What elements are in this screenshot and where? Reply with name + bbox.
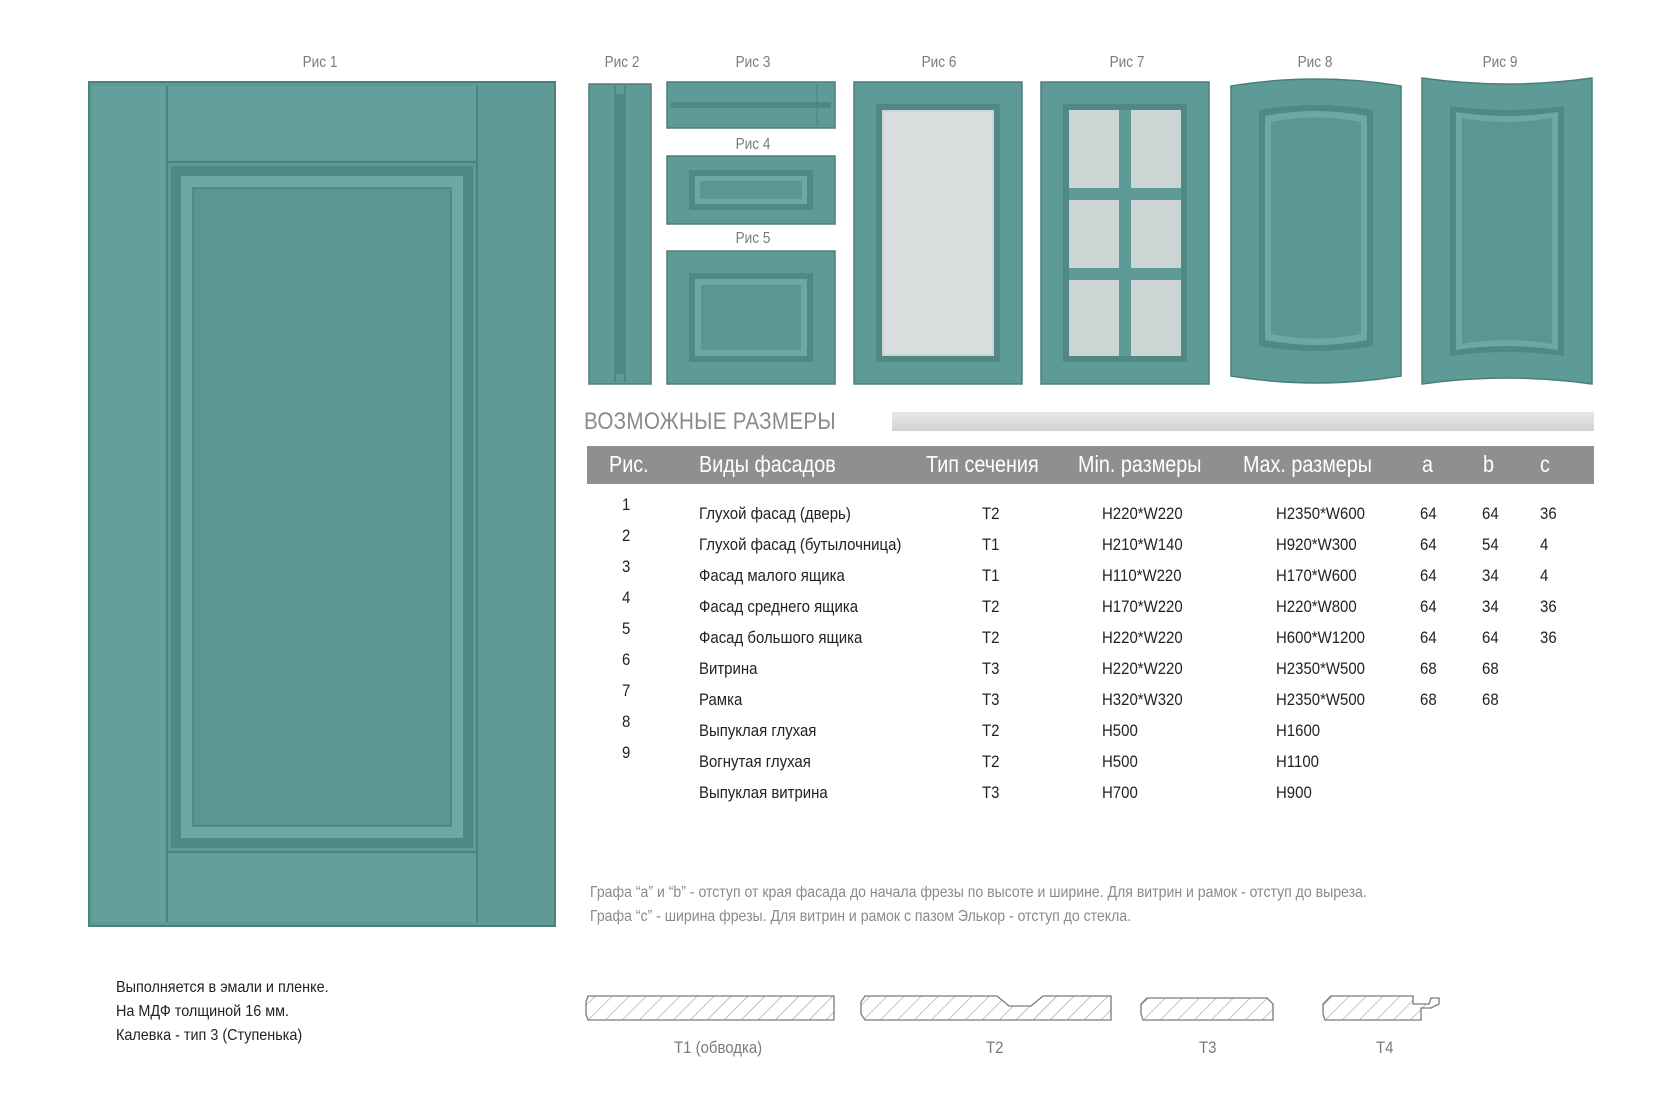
cell-a: 64 bbox=[1420, 597, 1437, 616]
note-c: Графа “c” - ширина фрезы. Для витрин и рамок с пазом Элькор - отступ до стекла. bbox=[590, 908, 1132, 925]
fig2-label: Рис 2 bbox=[604, 54, 640, 71]
note-ab: Графа “a” и “b” - отступ от края фасада до начала фрезы по высоте и ширине. Для витрин и рамок - отступ до выреза. bbox=[590, 884, 1367, 901]
cell-type: Т1 bbox=[982, 535, 1000, 554]
cell-type: Т1 bbox=[982, 566, 1000, 585]
cell-max: H2350*W500 bbox=[1276, 690, 1365, 709]
cell-fig: 5 bbox=[622, 619, 631, 638]
fig9-label: Рис 9 bbox=[1482, 54, 1518, 71]
cell-type: Т3 bbox=[982, 690, 1000, 709]
cell-fig: 7 bbox=[622, 681, 631, 700]
cell-max: H900 bbox=[1276, 783, 1312, 802]
table-row bbox=[587, 650, 1594, 683]
fig7-label: Рис 7 bbox=[1109, 54, 1145, 71]
cell-fig: 6 bbox=[622, 650, 631, 669]
table-row bbox=[587, 526, 1594, 559]
fig8-convex-image bbox=[1229, 76, 1403, 386]
cell-b: 64 bbox=[1482, 504, 1499, 523]
header-fig: Рис. bbox=[609, 451, 649, 477]
profile-t1-label: Т1 (обводка) bbox=[674, 1038, 763, 1057]
sizes-table-header bbox=[587, 446, 1594, 484]
cell-max: H1100 bbox=[1276, 752, 1319, 771]
table-row bbox=[587, 495, 1594, 528]
fig3-drawer-image bbox=[667, 82, 835, 128]
cell-a: 64 bbox=[1420, 566, 1437, 585]
cell-kind: Рамка bbox=[699, 690, 743, 709]
cell-a: 68 bbox=[1420, 659, 1437, 678]
cell-a: 64 bbox=[1420, 504, 1437, 523]
cell-type: Т3 bbox=[982, 783, 1000, 802]
cell-kind: Витрина bbox=[699, 659, 758, 678]
cell-c: 4 bbox=[1540, 566, 1549, 585]
profile-t2-label: Т2 bbox=[986, 1038, 1004, 1057]
sizes-title-bar bbox=[892, 412, 1594, 431]
table-row bbox=[587, 743, 1594, 776]
fig6-label: Рис 6 bbox=[921, 54, 957, 71]
table-row bbox=[587, 588, 1594, 621]
fig5-drawer-image bbox=[667, 251, 835, 384]
cell-b: 68 bbox=[1482, 659, 1499, 678]
header-a: a bbox=[1422, 451, 1434, 477]
cell-type: Т2 bbox=[982, 721, 1000, 740]
cell-kind: Глухой фасад (дверь) bbox=[699, 504, 851, 523]
profile-t3-image bbox=[1139, 990, 1279, 1026]
cell-fig: 8 bbox=[622, 712, 631, 731]
cell-kind: Выпуклая витрина bbox=[699, 783, 828, 802]
cell-kind: Фасад большого ящика bbox=[699, 628, 863, 647]
cell-b: 64 bbox=[1482, 628, 1499, 647]
fig6-showcase-image bbox=[854, 82, 1022, 384]
cell-min: H700 bbox=[1102, 783, 1138, 802]
fig3-label: Рис 3 bbox=[735, 54, 771, 71]
cell-min: H500 bbox=[1102, 752, 1138, 771]
header-c: c bbox=[1540, 451, 1550, 477]
fig4-label: Рис 4 bbox=[735, 136, 771, 153]
table-row bbox=[587, 681, 1594, 714]
profile-t4-image bbox=[1321, 990, 1461, 1026]
fig4-drawer-image bbox=[667, 156, 835, 224]
profile-t4-label: Т4 bbox=[1376, 1038, 1394, 1057]
info-line-2: На МДФ толщиной 16 мм. bbox=[116, 1003, 290, 1020]
profile-t3-label: Т3 bbox=[1199, 1038, 1217, 1057]
cell-kind: Выпуклая глухая bbox=[699, 721, 817, 740]
profile-t2-image bbox=[859, 990, 1115, 1026]
cell-max: H1600 bbox=[1276, 721, 1321, 740]
cell-kind: Фасад малого ящика bbox=[699, 566, 845, 585]
cell-fig: 3 bbox=[622, 557, 631, 576]
table-row bbox=[587, 777, 1594, 807]
sizes-title: ВОЗМОЖНЫЕ РАЗМЕРЫ bbox=[584, 408, 836, 435]
cell-min: H220*W220 bbox=[1102, 659, 1183, 678]
fig8-label: Рис 8 bbox=[1297, 54, 1333, 71]
fig9-concave-image bbox=[1420, 76, 1594, 386]
cell-a: 64 bbox=[1420, 535, 1437, 554]
cell-max: H170*W600 bbox=[1276, 566, 1357, 585]
cell-b: 68 bbox=[1482, 690, 1499, 709]
fig1-door-image bbox=[89, 82, 555, 926]
table-row bbox=[587, 619, 1594, 652]
cell-kind: Вогнутая глухая bbox=[699, 752, 811, 771]
cell-min: H110*W220 bbox=[1102, 566, 1182, 585]
cell-min: H170*W220 bbox=[1102, 597, 1183, 616]
profile-t1-image bbox=[584, 990, 840, 1026]
cell-min: H220*W220 bbox=[1102, 504, 1183, 523]
header-max: Max. размеры bbox=[1243, 451, 1373, 477]
fig7-frame-image bbox=[1041, 82, 1209, 384]
cell-type: Т2 bbox=[982, 628, 1000, 647]
cell-max: H600*W1200 bbox=[1276, 628, 1365, 647]
header-type: Тип сечения bbox=[926, 451, 1039, 477]
cell-fig: 4 bbox=[622, 588, 631, 607]
table-row bbox=[587, 712, 1594, 745]
fig2-door-image bbox=[589, 84, 651, 384]
cell-min: H210*W140 bbox=[1102, 535, 1183, 554]
cell-type: Т3 bbox=[982, 659, 1000, 678]
info-line-1: Выполняется в эмали и пленке. bbox=[116, 979, 329, 996]
cell-type: Т2 bbox=[982, 597, 1000, 616]
cell-kind: Глухой фасад (бутылочница) bbox=[699, 535, 902, 554]
cell-c: 36 bbox=[1540, 597, 1557, 616]
cell-b: 34 bbox=[1482, 597, 1499, 616]
table-row bbox=[587, 557, 1594, 590]
cell-fig: 9 bbox=[622, 743, 631, 762]
fig5-label: Рис 5 bbox=[735, 230, 771, 247]
info-line-3: Калевка - тип 3 (Ступенька) bbox=[116, 1027, 303, 1044]
cell-a: 64 bbox=[1420, 628, 1437, 647]
cell-fig: 2 bbox=[622, 526, 631, 545]
cell-max: H2350*W600 bbox=[1276, 504, 1365, 523]
cell-kind: Фасад среднего ящика bbox=[699, 597, 859, 616]
cell-type: Т2 bbox=[982, 504, 1000, 523]
cell-max: H220*W800 bbox=[1276, 597, 1357, 616]
cell-max: H2350*W500 bbox=[1276, 659, 1365, 678]
cell-min: H220*W220 bbox=[1102, 628, 1183, 647]
cell-min: H500 bbox=[1102, 721, 1138, 740]
cell-b: 54 bbox=[1482, 535, 1499, 554]
cell-b: 34 bbox=[1482, 566, 1499, 585]
header-kind: Виды фасадов bbox=[699, 451, 836, 477]
header-min: Min. размеры bbox=[1078, 451, 1202, 477]
cell-c: 4 bbox=[1540, 535, 1549, 554]
header-b: b bbox=[1483, 451, 1495, 477]
cell-fig: 1 bbox=[622, 495, 631, 514]
cell-max: H920*W300 bbox=[1276, 535, 1357, 554]
cell-min: H320*W320 bbox=[1102, 690, 1183, 709]
cell-c: 36 bbox=[1540, 628, 1557, 647]
cell-a: 68 bbox=[1420, 690, 1437, 709]
cell-c: 36 bbox=[1540, 504, 1557, 523]
fig1-label: Рис 1 bbox=[302, 54, 338, 71]
cell-type: Т2 bbox=[982, 752, 1000, 771]
